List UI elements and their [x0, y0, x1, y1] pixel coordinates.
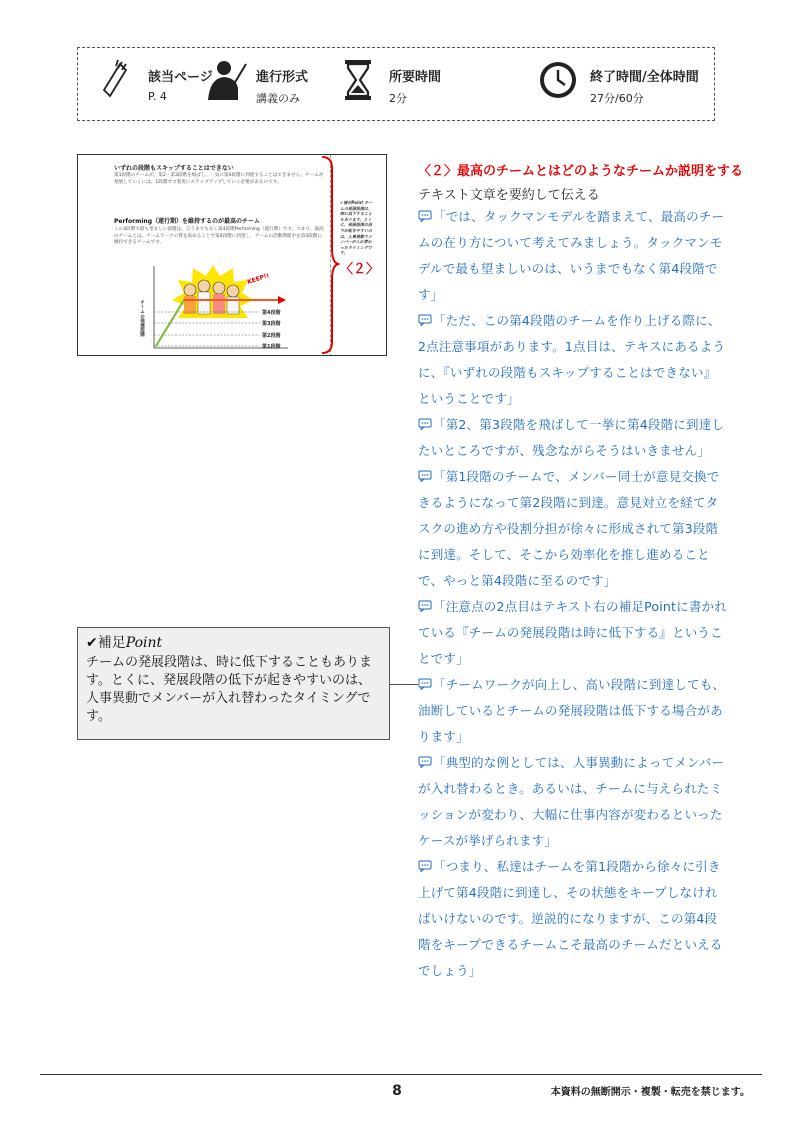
explanation-column [418, 160, 744, 984]
copyright-notice: 本資料の無断開示・複製・転売を禁じます。 [550, 1087, 750, 1098]
info-value: 27分/60分 [590, 92, 644, 105]
lecturer-icon [204, 58, 248, 102]
info-value: 講義のみ [256, 92, 300, 105]
thumb-heading: Performing（遂行期）を維持するのが最高のチーム [114, 218, 260, 225]
info-value: P. 4 [148, 90, 167, 103]
info-label: 該当ページ [148, 70, 213, 85]
speech-paragraph [418, 672, 728, 750]
speech-paragraph [418, 412, 728, 464]
textbook-thumbnail [77, 154, 387, 356]
point-body: チームの発展段階は、時に低下することもあります。とくに、発展段階の低下が起きやすいのは、人事異動でメンバーが入れ替わったタイミングです。 [86, 655, 373, 724]
speech-text: 「注意点の2点目はテキスト右の補足Pointに書かれている『チームの発展段階は時に低下する』ということです」 [418, 599, 727, 666]
point-connector-line [390, 684, 418, 685]
arrow-head-icon [278, 296, 286, 304]
footer-rule [40, 1074, 762, 1075]
speech-bubble-icon [418, 860, 432, 872]
speech-paragraph [418, 204, 728, 308]
info-bar [77, 47, 715, 121]
section-title: 〈２〉最高のチームとはどのようなチームか説明をする [418, 164, 744, 179]
speech-bubble-icon [418, 418, 432, 430]
speech-paragraph [418, 464, 728, 594]
y-axis-label: チームの発展段階 [139, 300, 145, 337]
speech-list [418, 204, 728, 984]
info-label: 進行形式 [256, 70, 309, 85]
stage-label: 第3段階 [262, 321, 281, 327]
speech-text: 「では、タックマンモデルを踏まえて、最高のチームの在り方について考えてみましょう。タックマンモデルで最も望ましいのは、いうまでもなく第4段階です」 [418, 209, 725, 302]
section-subtitle: テキスト文章を要約して伝える [418, 188, 600, 203]
speech-text: 「典型的な例としては、人事異動によってメンバーが入れ替わるとき。あるいは、チームに与えられたミッションが変わり、大幅に仕事内容が変わるといったケースが挙げられます」 [418, 755, 725, 848]
point-heading [86, 632, 381, 652]
pen-icon [96, 58, 140, 102]
point-label-jp: 補足 [97, 635, 126, 651]
thumb-paragraph: この4段階で最も望ましい段階は、言うまでもなく第4段階Performing（遂行期）です。つまり、最高のチームとは、チームワークの質を高めることで第4段階に到達し、チームの活動期間中を第4段階に維持できるチームです。 [114, 227, 324, 246]
speech-paragraph [418, 594, 728, 672]
page-number: 8 [392, 1083, 402, 1099]
info-label: 所要時間 [389, 70, 442, 85]
speech-text: 「第1段階のチームで、メンバー同士が意見交換できるようになって第2段階に到達。意見対立を経てタスクの進め方や役割分担が徐々に形成されて第3段階に到達。そして、そこから効率化を推し進めることで、やっと第4段階に至るのです」 [418, 469, 720, 588]
clock-icon [538, 58, 582, 102]
speech-paragraph [418, 854, 728, 984]
keep-label: KEEP!! [246, 272, 271, 286]
info-label: 終了時間/全体時間 [590, 70, 699, 85]
thumb-paragraph: 第1段階のチームが、第2・第3段階を飛ばし、一気に第4段階に到達することはできません。チームが発展していくには、1段階ずつ着実にステップアップしていく必要があるのです。 [114, 173, 324, 185]
speech-text: 「チームワークが向上し、高い段階に到達しても、油断しているとチームの発展段階は低下する場合があります」 [418, 677, 726, 744]
hourglass-icon [337, 58, 381, 102]
stage-label: 第4段階 [262, 310, 281, 316]
thumb-heading: いずれの段階もスキップすることはできない [114, 165, 234, 172]
thumb-side-note: ✔補足Point チームの発展段階は、時に低下することもあります。とくに、発展段階の低下が起きやすいのは、人事異動でメンバーが入れ替わったタイミングです。 [340, 200, 373, 256]
speech-bubble-icon [418, 470, 432, 482]
speech-bubble-icon [418, 314, 432, 326]
bracket-label: 〈２〉 [340, 262, 380, 277]
speech-bubble-icon [418, 756, 432, 768]
red-bracket [320, 154, 340, 356]
point-label-en: Point [125, 635, 163, 651]
speech-bubble-icon [418, 600, 432, 612]
stage-label: 第1段階 [262, 344, 281, 350]
speech-paragraph [418, 308, 728, 412]
stage-graph [138, 260, 338, 352]
speech-bubble-icon [418, 678, 432, 690]
speech-paragraph [418, 750, 728, 854]
check-icon: ✔ [86, 635, 98, 651]
speech-text: 「ただ、この第4段階のチームを作り上げる際に、2点注意事項があります。1点目は、テキスにあるように、『いずれの段階もスキップすることはできない』ということです」 [418, 313, 726, 406]
stage-label: 第2段階 [262, 333, 281, 339]
info-value: 2分 [389, 92, 407, 105]
speech-bubble-icon [418, 210, 432, 222]
supplement-point-box [77, 627, 390, 740]
speech-text: 「つまり、私達はチームを第1段階から徐々に引き上げて第4段階に到達し、その状態をキープしなければいけないのです。逆説的になりますが、この第4段階をキープできるチームこそ最高のチームだといえるでしょう」 [418, 859, 723, 978]
speech-text: 「第2、第3段階を飛ばして一挙に第4段階に到達したいところですが、残念ながらそうはいきません」 [418, 417, 725, 458]
